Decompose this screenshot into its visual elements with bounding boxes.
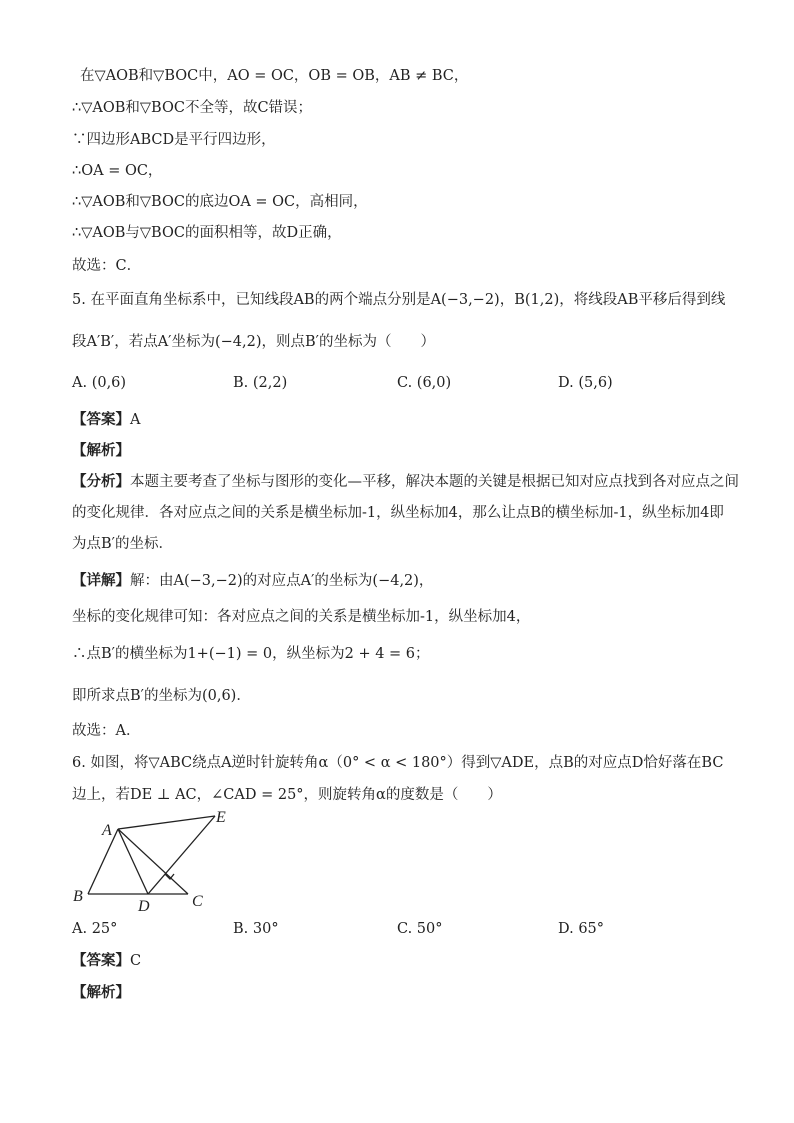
solution-line-5: ∴▽AOB和▽BOC的底边OA = OC，高相同，: [72, 194, 368, 210]
q5-xiangjie-line-1: [72, 571, 433, 591]
q5-fenxi-line-1: [72, 472, 739, 492]
segment-ae: [118, 816, 215, 829]
xiangjie-tag: 【详解】: [72, 572, 130, 589]
solution-line-6: ∴▽AOB与▽BOC的面积相等，故D正确，: [72, 225, 342, 241]
xiangjie-text-1: 解：由A(−3,−2)的对应点A′的坐标为(−4,2)，: [130, 573, 434, 589]
q6-stem-line-2: 边上，若DE ⊥ AC，∠CAD = 25°，则旋转角α的度数是（ ）: [72, 787, 502, 803]
q5-answer: [72, 410, 140, 430]
segment-de: [148, 816, 215, 894]
answer-tag: 【答案】: [72, 411, 130, 428]
label-c: C: [192, 893, 203, 910]
solution-line-1: 在▽AOB和▽BOC中，AO = OC，OB = OB，AB ≠ BC，: [80, 68, 469, 84]
q5-analysis-tag: [72, 441, 130, 461]
label-b: B: [73, 888, 83, 905]
q5-stem-line-1: 5. 在平面直角坐标系中，已知线段AB的两个端点分别是A(−3,−2)，B(1,2)，将线段AB平移后得到线: [72, 292, 726, 308]
q5-fenxi-line-2: 的变化规律．各对应点之间的关系是横坐标加-1，纵坐标加4，那么让点B的横坐标加-1，纵坐标加4即: [72, 505, 724, 521]
q6-option-c: C. 50°: [397, 921, 443, 937]
q5-option-b: B. (2,2): [233, 375, 288, 391]
label-a: A: [102, 822, 112, 839]
fenxi-tag: 【分析】: [72, 473, 130, 490]
q5-fenxi-line-3: 为点B′的坐标．: [72, 536, 173, 552]
q6-answer: [72, 951, 141, 971]
label-d: D: [138, 898, 150, 912]
q5-option-c: C. (6,0): [397, 375, 452, 391]
q6-geometry-figure: [70, 808, 250, 912]
q5-choose: 故选：A．: [72, 723, 141, 739]
q5-xiangjie-line-4: 即所求点B′的坐标为(0,6)．: [72, 688, 251, 704]
q5-xiangjie-line-2: 坐标的变化规律可知：各对应点之间的关系是横坐标加-1，纵坐标加4，: [72, 609, 531, 625]
solution-line-4: ∴OA = OC，: [72, 163, 163, 179]
segment-ac: [118, 829, 188, 894]
answer-tag: 【答案】: [72, 952, 130, 969]
analysis-tag: 【解析】: [72, 984, 130, 1001]
q5-option-a: A. (0,6): [72, 375, 127, 391]
analysis-tag: 【解析】: [72, 442, 130, 459]
q5-xiangjie-line-3: ∴点B′的横坐标为1+(−1) = 0，纵坐标为2 + 4 = 6；: [72, 646, 430, 662]
solution-line-2: ∴▽AOB和▽BOC不全等，故C错误；: [72, 100, 313, 116]
segment-ad: [118, 829, 148, 894]
solution-line-7: 故选：C．: [72, 258, 142, 274]
q6-option-a: A. 25°: [72, 921, 118, 937]
answer-value: C: [130, 953, 142, 969]
q6-option-d: D. 65°: [558, 921, 605, 937]
answer-value: A: [130, 412, 141, 428]
q5-option-d: D. (5,6): [558, 375, 613, 391]
q6-analysis-tag: [72, 983, 130, 1003]
solution-line-3: ∵四边形ABCD是平行四边形，: [72, 132, 276, 148]
label-e: E: [216, 809, 226, 826]
q6-stem-line-1: 6. 如图，将▽ABC绕点A逆时针旋转角α（0° < α < 180°）得到▽ADE，点B的对应点D恰好落在BC: [72, 755, 724, 771]
fenxi-text-1: 本题主要考查了坐标与图形的变化—平移，解决本题的关键是根据已知对应点找到各对应点之间: [130, 474, 739, 490]
q5-stem-line-2: 段A′B′，若点A′坐标为(−4,2)，则点B′的坐标为（ ）: [72, 334, 435, 350]
q6-option-b: B. 30°: [233, 921, 279, 937]
